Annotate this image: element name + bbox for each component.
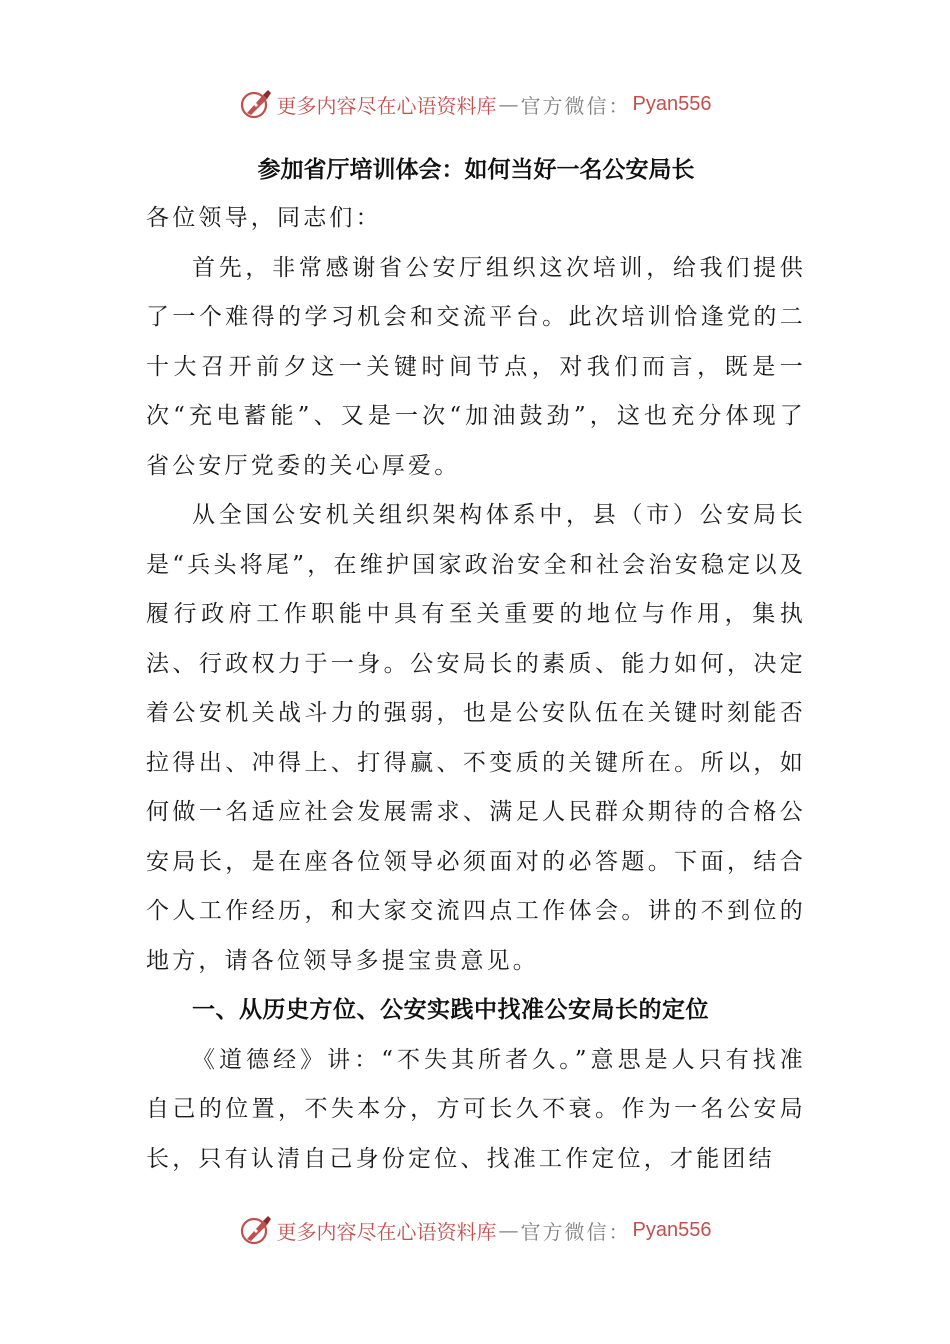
watermark-wechat-id: Pyan556 [632, 1218, 712, 1241]
watermark-banner-top [0, 82, 950, 126]
section-paragraph: 《道德经》讲：“不失其所者久。”意思是人只有找准自己的位置，不失本分，方可长久不衰。作为一名公安局长，只有认清自己身份定位、找准工作定位，才能团结 [146, 1046, 806, 1172]
watermark-banner-bottom [0, 1208, 950, 1252]
paragraph-2: 从全国公安机关组织架构体系中，县（市）公安局长是“兵头将尾”，在维护国家政治安全和社会治安稳定以及履行政府工作职能中具有至关重要的地位与作用，集执法、行政权力于一身。公安局长的素质、能力如何，决定着公安机关战斗力的强弱，也是公安队伍在关键时刻能否拉得出、冲得上、打得赢、不变质的关键所在。所以，如何做一名适应社会发展需求、满足人民群众期待的合格公安局长，是在座各位领导必须面对的必答题。下面，结合个人工作经历，和大家交流四点工作体会。讲的不到位的地方，请各位领导多提宝贵意见。 [146, 502, 806, 974]
pen-nib-icon [239, 87, 273, 121]
watermark-brand: 更多内容尽在心语资料库 [276, 93, 497, 118]
paragraph-1: 首先，非常感谢省公安厅组织这次培训，给我们提供了一个难得的学习机会和交流平台。此次培训恰逢党的二十大召开前夕这一关键时间节点，对我们而言，既是一次“充电蓄能”、又是一次“加油鼓劲”，这也充分体现了省公安厅党委的关心厚爱。 [146, 254, 806, 479]
document-body [146, 146, 806, 1184]
pen-nib-icon [239, 1213, 273, 1247]
document-title: 参加省厅培训体会：如何当好一名公安局长 [257, 157, 695, 183]
watermark-wechat-id: Pyan556 [632, 92, 712, 115]
watermark-separator: — [498, 92, 519, 116]
watermark-brand: 更多内容尽在心语资料库 [276, 1219, 497, 1244]
salutation: 各位领导，同志们： [146, 205, 382, 231]
watermark-label: 官方微信： [520, 93, 631, 118]
section-heading: 一、从历史方位、公安实践中找准公安局长的定位 [192, 997, 709, 1023]
watermark-separator: — [498, 1218, 519, 1242]
watermark-label: 官方微信： [520, 1219, 631, 1244]
